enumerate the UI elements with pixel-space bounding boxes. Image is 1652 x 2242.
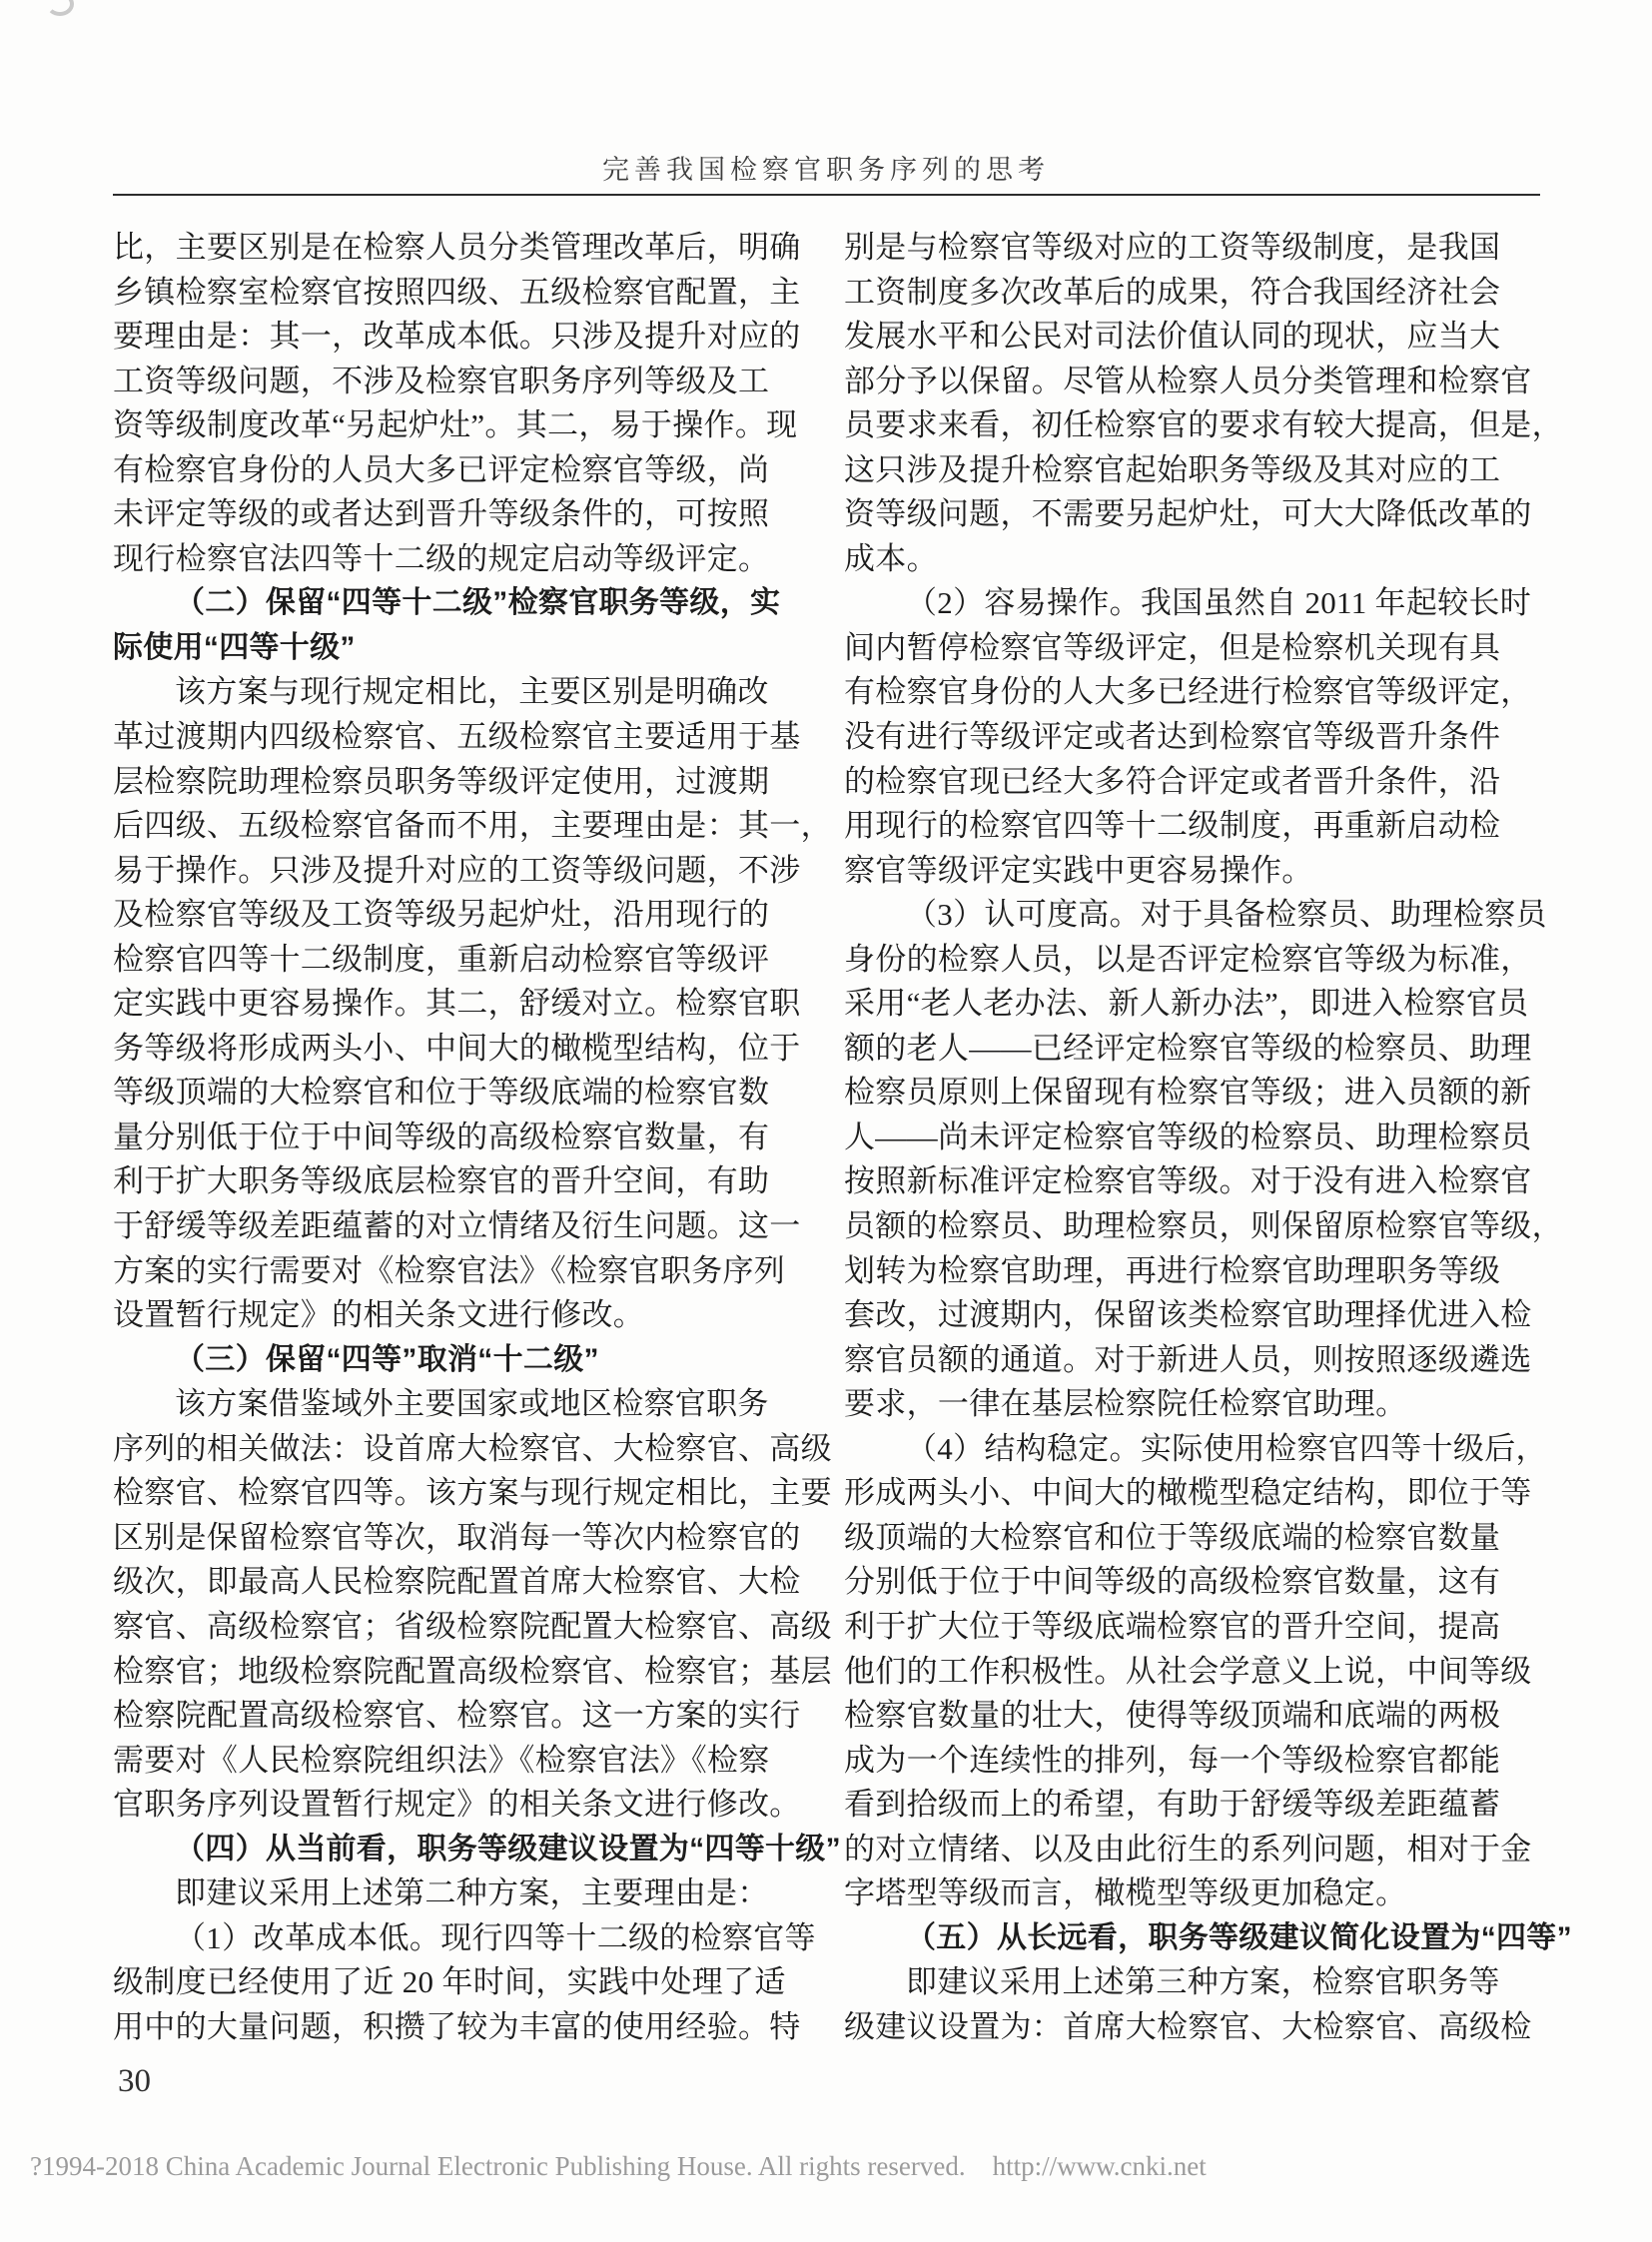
text-line: 检察官四等十二级制度，重新启动检察官等级评	[113, 941, 770, 977]
text-line: （二）保留“四等十二级”检察官职务等级，实	[175, 586, 781, 620]
text-line: 比，主要区别是在检察人员分类管理改革后，明确	[113, 230, 801, 265]
text-line: （4）结构稳定。实际使用检察官四等十级后，	[906, 1430, 1547, 1466]
text-line: 用现行的检察官四等十二级制度，再重新启动检	[844, 808, 1501, 844]
text-line: 按照新标准评定检察官等级。对于没有进入检察官	[844, 1163, 1532, 1199]
text-line: 发展水平和公民对司法价值认同的现状，应当大	[844, 319, 1501, 355]
text-line: 检察官、检察官四等。该方案与现行规定相比，主要	[113, 1475, 832, 1511]
text-line: 资等级问题，不需要另起炉灶，可大大降低改革的	[844, 496, 1532, 532]
text-line: 官职务序列设置暂行规定》的相关条文进行修改。	[113, 1787, 801, 1823]
text-line: 现行检察官法四等十二级的规定启动等级评定。	[113, 540, 770, 576]
text-line: 层检察院助理检察员职务等级评定使用，过渡期	[113, 763, 770, 799]
text-line: 方案的实行需要对《检察官法》《检察官职务序列	[113, 1252, 786, 1288]
text-line: 成本。	[844, 540, 938, 576]
text-line: 检察员原则上保留现有检察官等级；进入员额的新	[844, 1075, 1532, 1111]
text-line: 划转为检察官助理，再进行检察官助理职务等级	[844, 1252, 1501, 1288]
text-line: 利于扩大位于等级底端检察官的晋升空间，提高	[844, 1608, 1501, 1644]
text-line: 没有进行等级评定或者达到检察官等级晋升条件	[844, 719, 1501, 755]
text-line: 级顶端的大检察官和位于等级底端的检察官数量	[844, 1519, 1501, 1555]
text-line: （四）从当前看，职务等级建议设置为“四等十级”	[175, 1832, 841, 1866]
text-line: 区别是保留检察官等次，取消每一等次内检察官的	[113, 1519, 801, 1555]
text-line: 员要求来看，初任检察官的要求有较大提高，但是，	[844, 407, 1563, 443]
text-line: 采用“老人老办法、新人新办法”，即进入检察官员	[844, 986, 1529, 1022]
text-line: 于舒缓等级差距蕴蓄的对立情绪及衍生问题。这一	[113, 1208, 801, 1244]
text-line: 易于操作。只涉及提升对应的工资等级问题，不涉	[113, 852, 801, 888]
text-line: 用中的大量问题，积攒了较为丰富的使用经验。特	[113, 2008, 801, 2044]
text-line: 这只涉及提升检察官起始职务等级及其对应的工	[844, 451, 1501, 487]
text-line: 有检察官身份的人员大多已评定检察官等级，尚	[113, 451, 770, 487]
page-title: 完善我国检察官职务序列的思考	[602, 155, 1050, 185]
text-line: 额的老人——已经评定检察官等级的检察员、助理	[844, 1030, 1532, 1066]
text-line: 级次，即最高人民检察院配置首席大检察官、大检	[113, 1564, 801, 1600]
text-line: 后四级、五级检察官备而不用，主要理由是：其一，	[113, 808, 832, 844]
text-line: 定实践中更容易操作。其二，舒缓对立。检察官职	[113, 986, 801, 1022]
page-number: 30	[118, 2063, 151, 2099]
text-line: 部分予以保留。尽管从检察人员分类管理和检察官	[844, 363, 1532, 398]
text-line: 乡镇检察室检察官按照四级、五级检察官配置，主	[113, 274, 801, 310]
text-line: 需要对《人民检察院组织法》《检察官法》《检察	[113, 1742, 770, 1778]
text-line: 级建议设置为：首席大检察官、大检察官、高级检	[844, 2008, 1532, 2044]
text-line: 人——尚未评定检察官等级的检察员、助理检察员	[844, 1119, 1532, 1154]
text-line: 序列的相关做法：设首席大检察官、大检察官、高级	[113, 1430, 832, 1466]
text-line: 际使用“四等十级”	[113, 630, 356, 664]
header-rule	[113, 194, 1540, 196]
text-line: 要理由是：其一，改革成本低。只涉及提升对应的	[113, 319, 801, 355]
text-line: 未评定等级的或者达到晋升等级条件的，可按照	[113, 496, 770, 532]
text-line: 该方案借鉴域外主要国家或地区检察官职务	[175, 1386, 769, 1422]
text-line: 等级顶端的大检察官和位于等级底端的检察官数	[113, 1075, 770, 1111]
text-line: 检察院配置高级检察官、检察官。这一方案的实行	[113, 1698, 801, 1734]
text-line: 套改，过渡期内，保留该类检察官助理择优进入检	[844, 1297, 1532, 1333]
text-line: 要求，一律在基层检察院任检察官助理。	[844, 1386, 1407, 1422]
text-line: 形成两头小、中间大的橄榄型稳定结构，即位于等	[844, 1475, 1532, 1511]
text-line: 成为一个连续性的排列，每一个等级检察官都能	[844, 1742, 1501, 1778]
text-line: （五）从长远看，职务等级建议简化设置为“四等”	[906, 1920, 1572, 1954]
text-line: 看到拾级而上的希望，有助于舒缓等级差距蕴蓄	[844, 1787, 1501, 1823]
text-line: 察官员额的通道。对于新进人员，则按照逐级遴选	[844, 1341, 1532, 1377]
text-line: （3）认可度高。对于具备检察员、助理检察员	[906, 897, 1547, 933]
text-line: 即建议采用上述第二种方案，主要理由是：	[175, 1875, 769, 1911]
text-line: 有检察官身份的人大多已经进行检察官等级评定，	[844, 674, 1532, 710]
text-line: 别是与检察官等级对应的工资等级制度，是我国	[844, 230, 1501, 265]
text-line: 资等级制度改革“另起炉灶”。其二，易于操作。现	[113, 407, 798, 443]
text-line: 即建议采用上述第三种方案，检察官职务等	[906, 1964, 1500, 2000]
text-line: 分别低于位于中间等级的高级检察官数量，这有	[844, 1564, 1501, 1600]
text-line: 检察官；地级检察院配置高级检察官、检察官；基层	[113, 1653, 832, 1689]
text-line: 及检察官等级及工资等级另起炉灶，沿用现行的	[113, 897, 770, 933]
text-line: 革过渡期内四级检察官、五级检察官主要适用于基	[113, 719, 801, 755]
footer-text: ?1994-2018 China Academic Journal Electronic Publishing House. All rights reserved. http://www.cnki.net	[30, 2151, 1207, 2181]
text-line: 员额的检察员、助理检察员，则保留原检察官等级，	[844, 1208, 1563, 1244]
text-line: 身份的检察人员，以是否评定检察官等级为标准，	[844, 941, 1532, 977]
text-line: 他们的工作积极性。从社会学意义上说，中间等级	[844, 1653, 1532, 1689]
text-line: 设置暂行规定》的相关条文进行修改。	[113, 1297, 645, 1333]
text-column-right	[844, 226, 1572, 2049]
text-line: 的对立情绪、以及由此衍生的系列问题，相对于金	[844, 1831, 1532, 1867]
text-line: 量分别低于位于中间等级的高级检察官数量，有	[113, 1119, 770, 1154]
text-line: （2）容易操作。我国虽然自 2011 年起较长时	[906, 585, 1532, 621]
text-line: 察官等级评定实践中更容易操作。	[844, 852, 1313, 888]
text-line: 工资制度多次改革后的成果，符合我国经济社会	[844, 274, 1501, 310]
text-line: 级制度已经使用了近 20 年时间，实践中处理了适	[113, 1964, 786, 2000]
text-column-left	[113, 226, 841, 2049]
text-line: 检察官数量的壮大，使得等级顶端和底端的两极	[844, 1698, 1501, 1734]
text-line: 该方案与现行规定相比，主要区别是明确改	[175, 674, 769, 710]
text-line: 字塔型等级而言，橄榄型等级更加稳定。	[844, 1875, 1407, 1911]
text-line: 的检察官现已经大多符合评定或者晋升条件，沿	[844, 763, 1501, 799]
text-line: 间内暂停检察官等级评定，但是检察机关现有具	[844, 629, 1501, 665]
text-line: 务等级将形成两头小、中间大的橄榄型结构，位于	[113, 1030, 801, 1066]
text-line: （1）改革成本低。现行四等十二级的检察官等	[175, 1919, 816, 1955]
text-line: 工资等级问题，不涉及检察官职务序列等级及工	[113, 363, 770, 398]
text-line: 察官、高级检察官；省级检察院配置大检察官、高级	[113, 1608, 832, 1644]
text-line: （三）保留“四等”取消“十二级”	[175, 1342, 599, 1376]
scan-artifact	[46, 0, 74, 16]
text-line: 利于扩大职务等级底层检察官的晋升空间，有助	[113, 1163, 770, 1199]
